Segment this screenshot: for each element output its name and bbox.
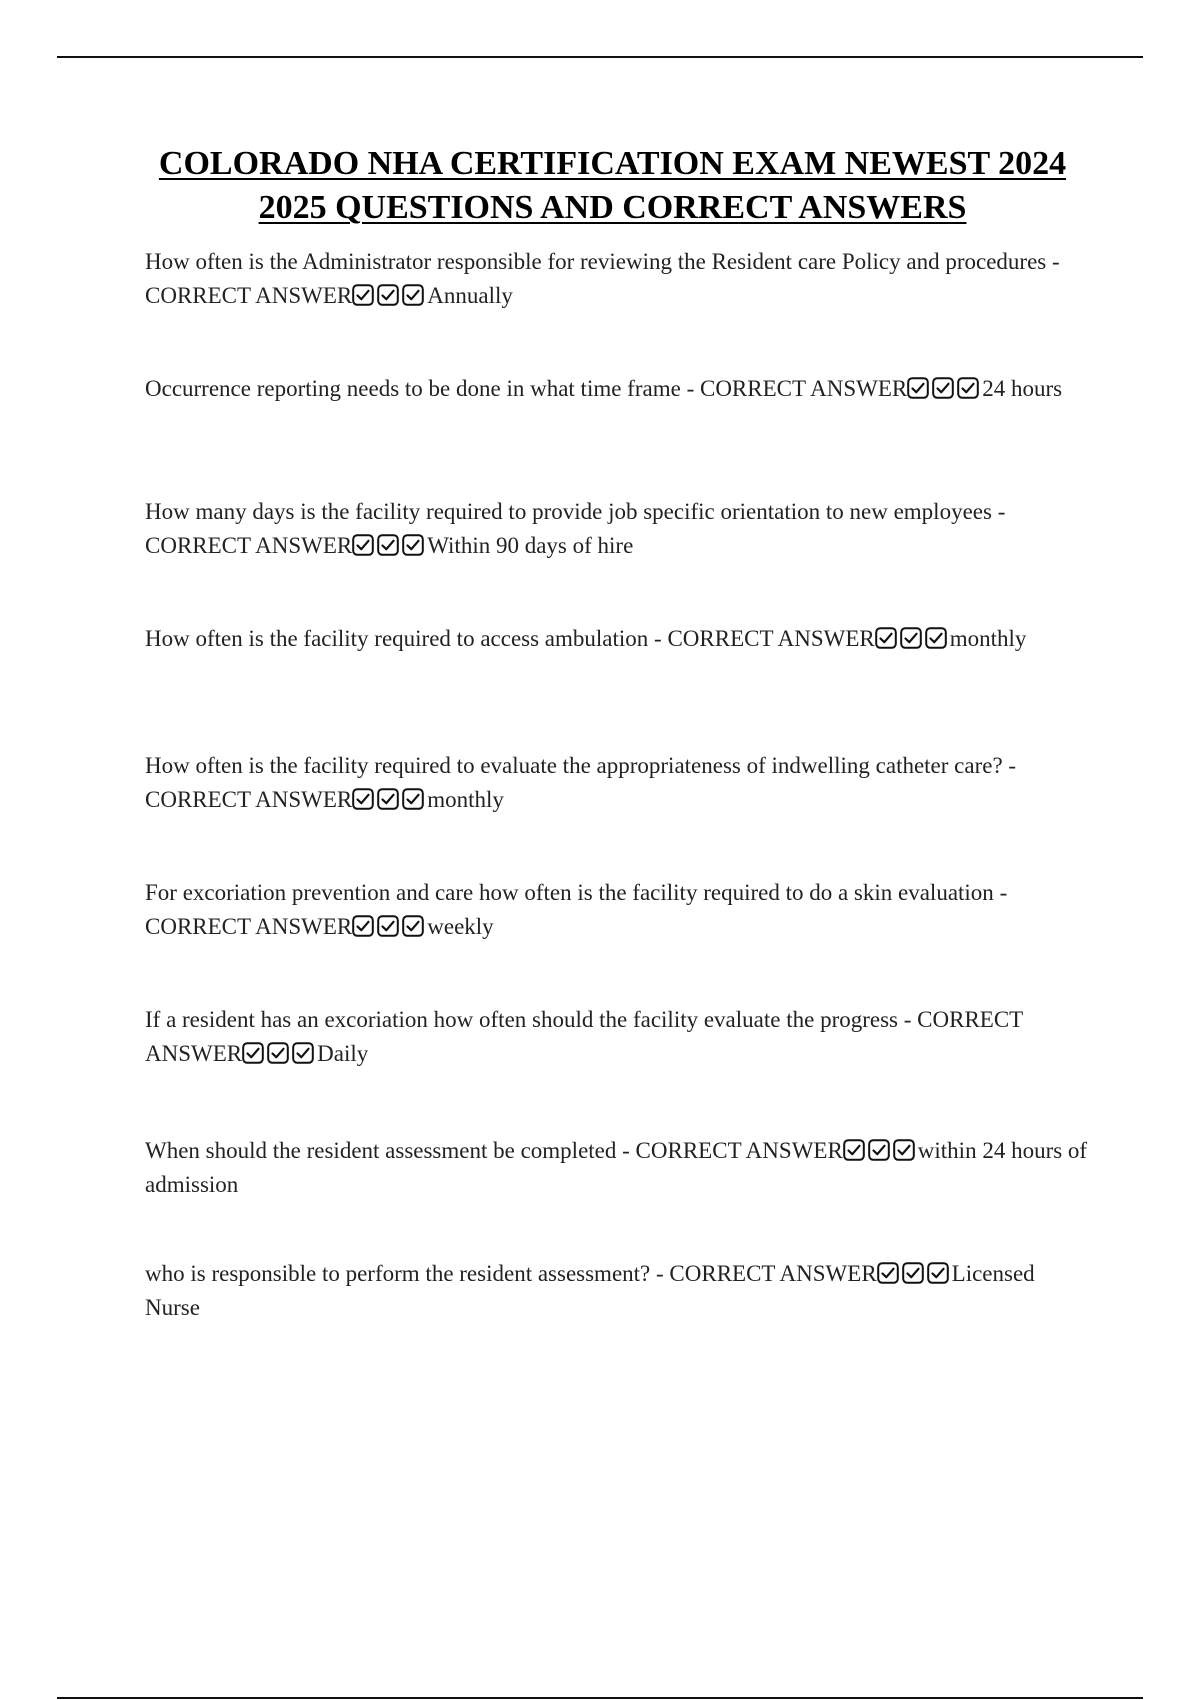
correct-answer-label: - CORRECT ANSWER [145,1007,1023,1066]
checkbox-checked-icon [402,788,424,810]
question-text: Occurrence reporting needs to be done in what time frame [145,376,681,401]
checkbox-checked-icon [902,1262,924,1284]
question-text: For excoriation prevention and care how often is the facility required to do a skin evaluation [145,880,994,905]
correct-answer-label: - CORRECT ANSWER [622,1138,843,1163]
checkbox-checked-icon [377,534,399,556]
checkbox-checked-icon [402,534,424,556]
qa-item [145,876,1090,944]
checkbox-checked-icon [352,284,374,306]
correct-answer-label: - CORRECT ANSWER [145,249,1060,308]
check-marks [352,914,493,939]
qa-item [145,245,1090,313]
correct-answer-label: - CORRECT ANSWER [145,499,1006,558]
qa-item [145,1257,1090,1325]
answer-text: 24 hours [982,376,1063,401]
correct-answer-label: - CORRECT ANSWER [686,376,908,401]
answer-text: Within 90 days of hire [427,533,634,558]
question-text: When should the resident assessment be completed [145,1138,617,1163]
question-text: How often is the facility required to access ambulation [145,626,649,651]
footer-rule [57,1697,1143,1699]
question-text: If a resident has an excoriation how often should the facility evaluate the progress [145,1007,898,1032]
qa-item [145,622,1090,656]
question-text: How many days is the facility required to provide job specific orientation to new employees [145,499,992,524]
correct-answer-label: - CORRECT ANSWER [145,880,1008,939]
checkbox-checked-icon [932,377,954,399]
checkbox-checked-icon [267,1042,289,1064]
answer-text: within 24 hours of admission [145,1138,1088,1197]
title-line-1: COLORADO NHA CERTIFICATION EXAM NEWEST 2024 [158,145,1067,182]
answer-text: monthly [949,626,1027,651]
qa-item [145,372,1090,406]
checkbox-checked-icon [352,788,374,810]
checkbox-checked-icon [875,627,897,649]
checkbox-checked-icon [242,1042,264,1064]
qa-item [145,749,1090,817]
checkbox-checked-icon [868,1139,890,1161]
correct-answer-label: - CORRECT ANSWER [654,626,875,651]
question-text: How often is the Administrator responsible for reviewing the Resident care Policy and procedures [145,249,1047,274]
checkbox-checked-icon [377,788,399,810]
answer-text: monthly [427,787,504,812]
question-text: How often is the facility required to evaluate the appropriateness of indwelling catheter care? [145,753,1003,778]
answer-text: Daily [317,1041,369,1066]
question-text: who is responsible to perform the resident assessment? [145,1261,651,1286]
checkbox-checked-icon [957,377,979,399]
check-marks [875,626,1027,651]
checkbox-checked-icon [907,377,929,399]
checkbox-checked-icon [893,1139,915,1161]
answer-text: weekly [427,914,494,939]
checkbox-checked-icon [352,534,374,556]
check-marks [352,533,633,558]
check-marks [352,787,504,812]
title-line-2: 2025 QUESTIONS AND CORRECT ANSWERS [258,189,967,226]
qa-item [145,1003,1090,1071]
checkbox-checked-icon [900,627,922,649]
correct-answer-label: - CORRECT ANSWER [656,1261,877,1286]
checkbox-checked-icon [352,915,374,937]
header-rule [57,56,1143,58]
check-marks [907,376,1062,401]
checkbox-checked-icon [843,1139,865,1161]
checkbox-checked-icon [877,1262,899,1284]
answer-text: Annually [427,283,513,308]
correct-answer-label: - CORRECT ANSWER [145,753,1017,812]
checkbox-checked-icon [402,915,424,937]
qa-item [145,1134,1090,1202]
checkbox-checked-icon [292,1042,314,1064]
checkbox-checked-icon [927,1262,949,1284]
checkbox-checked-icon [377,915,399,937]
checkbox-checked-icon [377,284,399,306]
checkbox-checked-icon [402,284,424,306]
check-marks [352,283,513,308]
answer-text: Licensed Nurse [145,1261,1035,1320]
qa-item [145,495,1090,563]
check-marks [242,1041,368,1066]
checkbox-checked-icon [925,627,947,649]
document-title [145,142,1080,230]
